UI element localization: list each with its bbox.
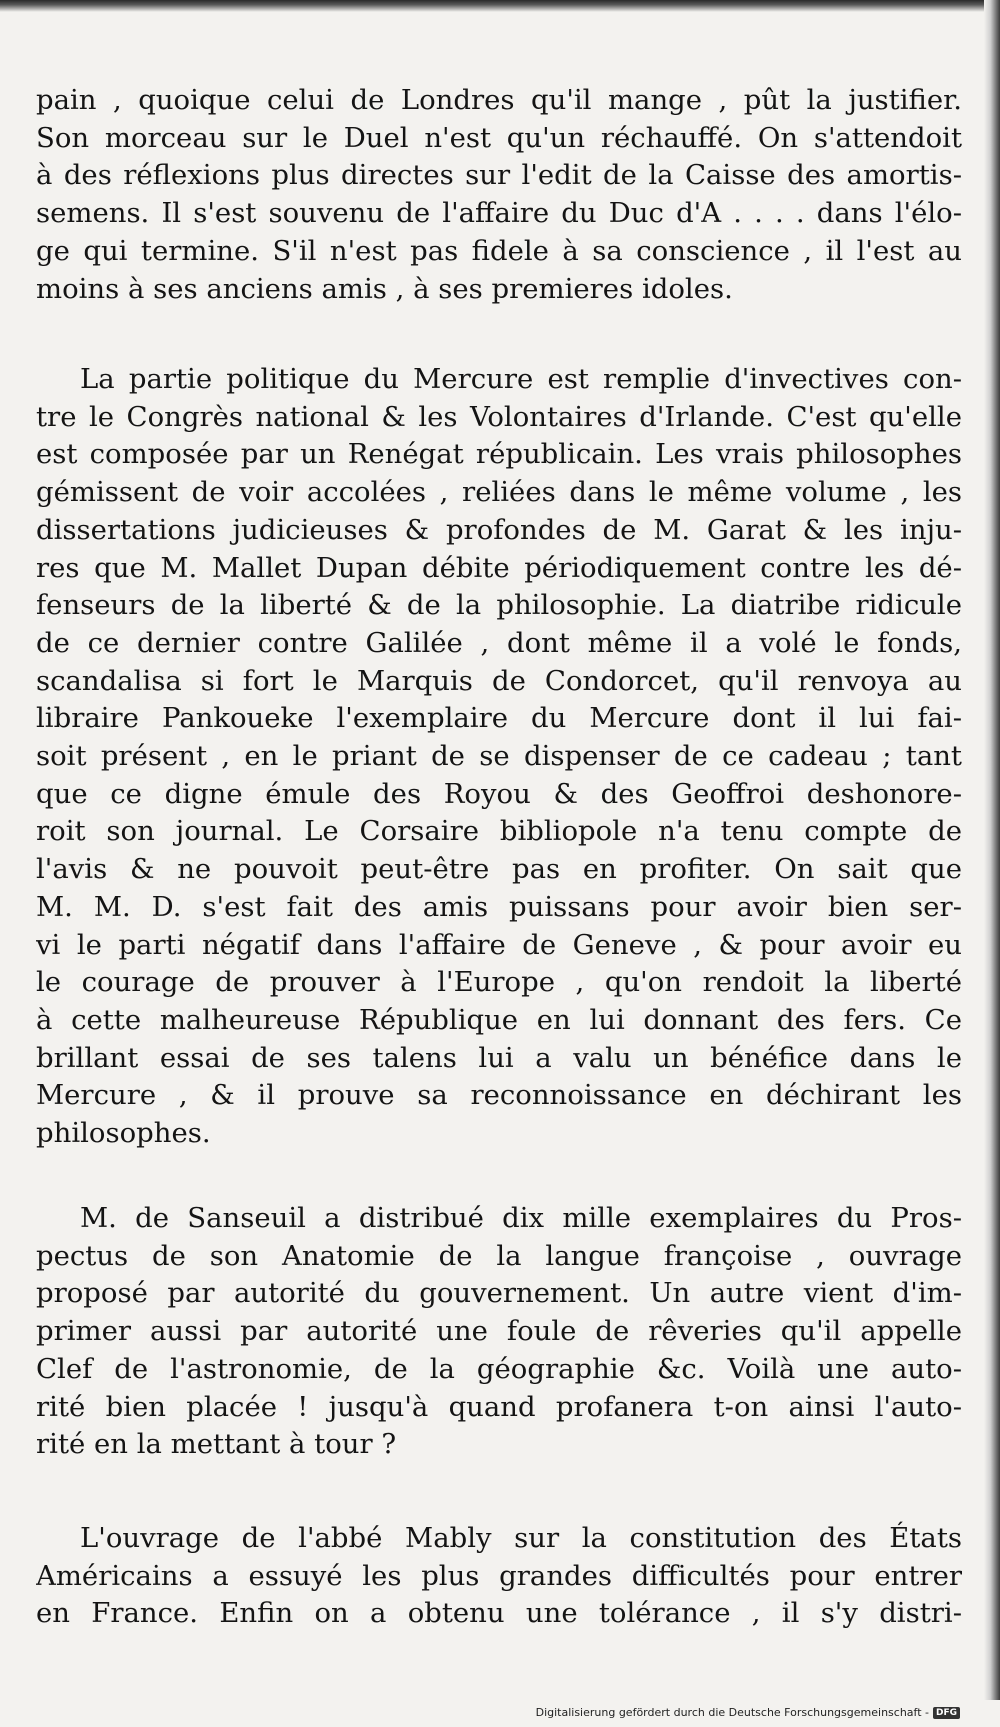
text-line: rité bien placée ! jusqu'à quand profanera t-on ainsi l'auto- [36, 1390, 962, 1423]
text-line: ge qui termine. S'il n'est pas fidele à sa conscience , il l'est au [36, 234, 962, 267]
text-line: Clef de l'astronomie, de la géographie &c. Voilà une auto- [36, 1352, 962, 1385]
text-line: libraire Pankoueke l'exemplaire du Mercure dont il lui fai- [36, 702, 962, 735]
digitization-footer [536, 1706, 960, 1719]
text-line: que ce digne émule des Royou & des Geoffroi deshonore- [36, 777, 962, 810]
text-line: M. M. D. s'est fait des amis puissans pour avoir bien ser- [36, 890, 962, 923]
text-line: M. de Sanseuil a distribué dix mille exemplaires du Pros- [80, 1202, 962, 1234]
text-line: de ce dernier contre Galilée , dont même il a volé le fonds, [36, 626, 962, 659]
footer-text: Digitalisierung gefördert durch die Deutsche Forschungsgemeinschaft - [535, 1706, 929, 1719]
text-line: pectus de son Anatomie de la langue françoise , ouvrage [36, 1239, 962, 1272]
text-line: vi le parti négatif dans l'affaire de Geneve , & pour avoir eu [36, 928, 962, 961]
paragraph-2 [36, 361, 962, 1153]
text-line: l'avis & ne pouvoit peut-être pas en profiter. On sait que [36, 853, 962, 886]
paragraph-3 [36, 1200, 962, 1464]
text-line: à cette malheureuse République en lui donnant des fers. Ce [36, 1003, 962, 1036]
page-right-edge-shadow [984, 0, 1000, 1700]
text-line: scandalisa si fort le Marquis de Condorcet, qu'il renvoya au [36, 664, 962, 697]
text-line: fenseurs de la liberté & de la philosophie. La diatribe ridicule [36, 589, 962, 622]
text-line: primer aussi par autorité une foule de rêveries qu'il appelle [36, 1315, 962, 1348]
text-line: pain , quoique celui de Londres qu'il mange , pût la justifier. [36, 84, 962, 116]
text-line: rité en la mettant à tour ? [36, 1428, 397, 1461]
text-line: à des réflexions plus directes sur l'edit de la Caisse des amortis- [36, 159, 962, 192]
text-line: tre le Congrès national & les Volontaires d'Irlande. C'est qu'elle [36, 400, 962, 433]
text-line: le courage de prouver à l'Europe , qu'on rendoit la liberté [36, 966, 962, 999]
text-line: soit présent , en le priant de se dispenser de ce cadeau ; tant [36, 740, 962, 773]
text-line: semens. Il s'est souvenu de l'affaire du Duc d'A . . . . dans l'élo- [36, 197, 962, 230]
dfg-logo: DFG [933, 1707, 960, 1719]
text-line: philosophes. [36, 1117, 211, 1150]
text-line: La partie politique du Mercure est remplie d'invectives con- [80, 363, 962, 395]
text-line: roit son journal. Le Corsaire bibliopole n'a tenu compte de [36, 815, 962, 848]
text-line: brillant essai de ses talens lui a valu un bénéfice dans le [36, 1041, 962, 1074]
paragraph-4 [36, 1520, 962, 1633]
text-line: proposé par autorité du gouvernement. Un autre vient d'im- [36, 1277, 962, 1310]
text-line: Mercure , & il prouve sa reconnoissance en déchirant les [36, 1079, 962, 1112]
text-line: gémissent de voir accolées , reliées dans le même volume , les [36, 476, 962, 509]
paragraph-1 [36, 82, 962, 308]
text-line: dissertations judicieuses & profondes de M. Garat & les inju- [36, 513, 962, 546]
text-line: moins à ses anciens amis , à ses premieres idoles. [36, 272, 733, 305]
text-line: en France. Enfin on a obtenu une tolérance , il s'y distri- [36, 1597, 962, 1630]
text-line: res que M. Mallet Dupan débite périodiquement contre les dé- [36, 551, 962, 584]
text-line: Son morceau sur le Duel n'est qu'un réchauffé. On s'attendoit [36, 121, 962, 154]
page-top-edge-shadow [0, 0, 1000, 12]
text-line: est composée par un Renégat républicain. Les vrais philosophes [36, 438, 962, 471]
text-line: L'ouvrage de l'abbé Mably sur la constitution des États [80, 1522, 962, 1554]
text-line: Américains a essuyé les plus grandes difficultés pour entrer [36, 1559, 962, 1592]
